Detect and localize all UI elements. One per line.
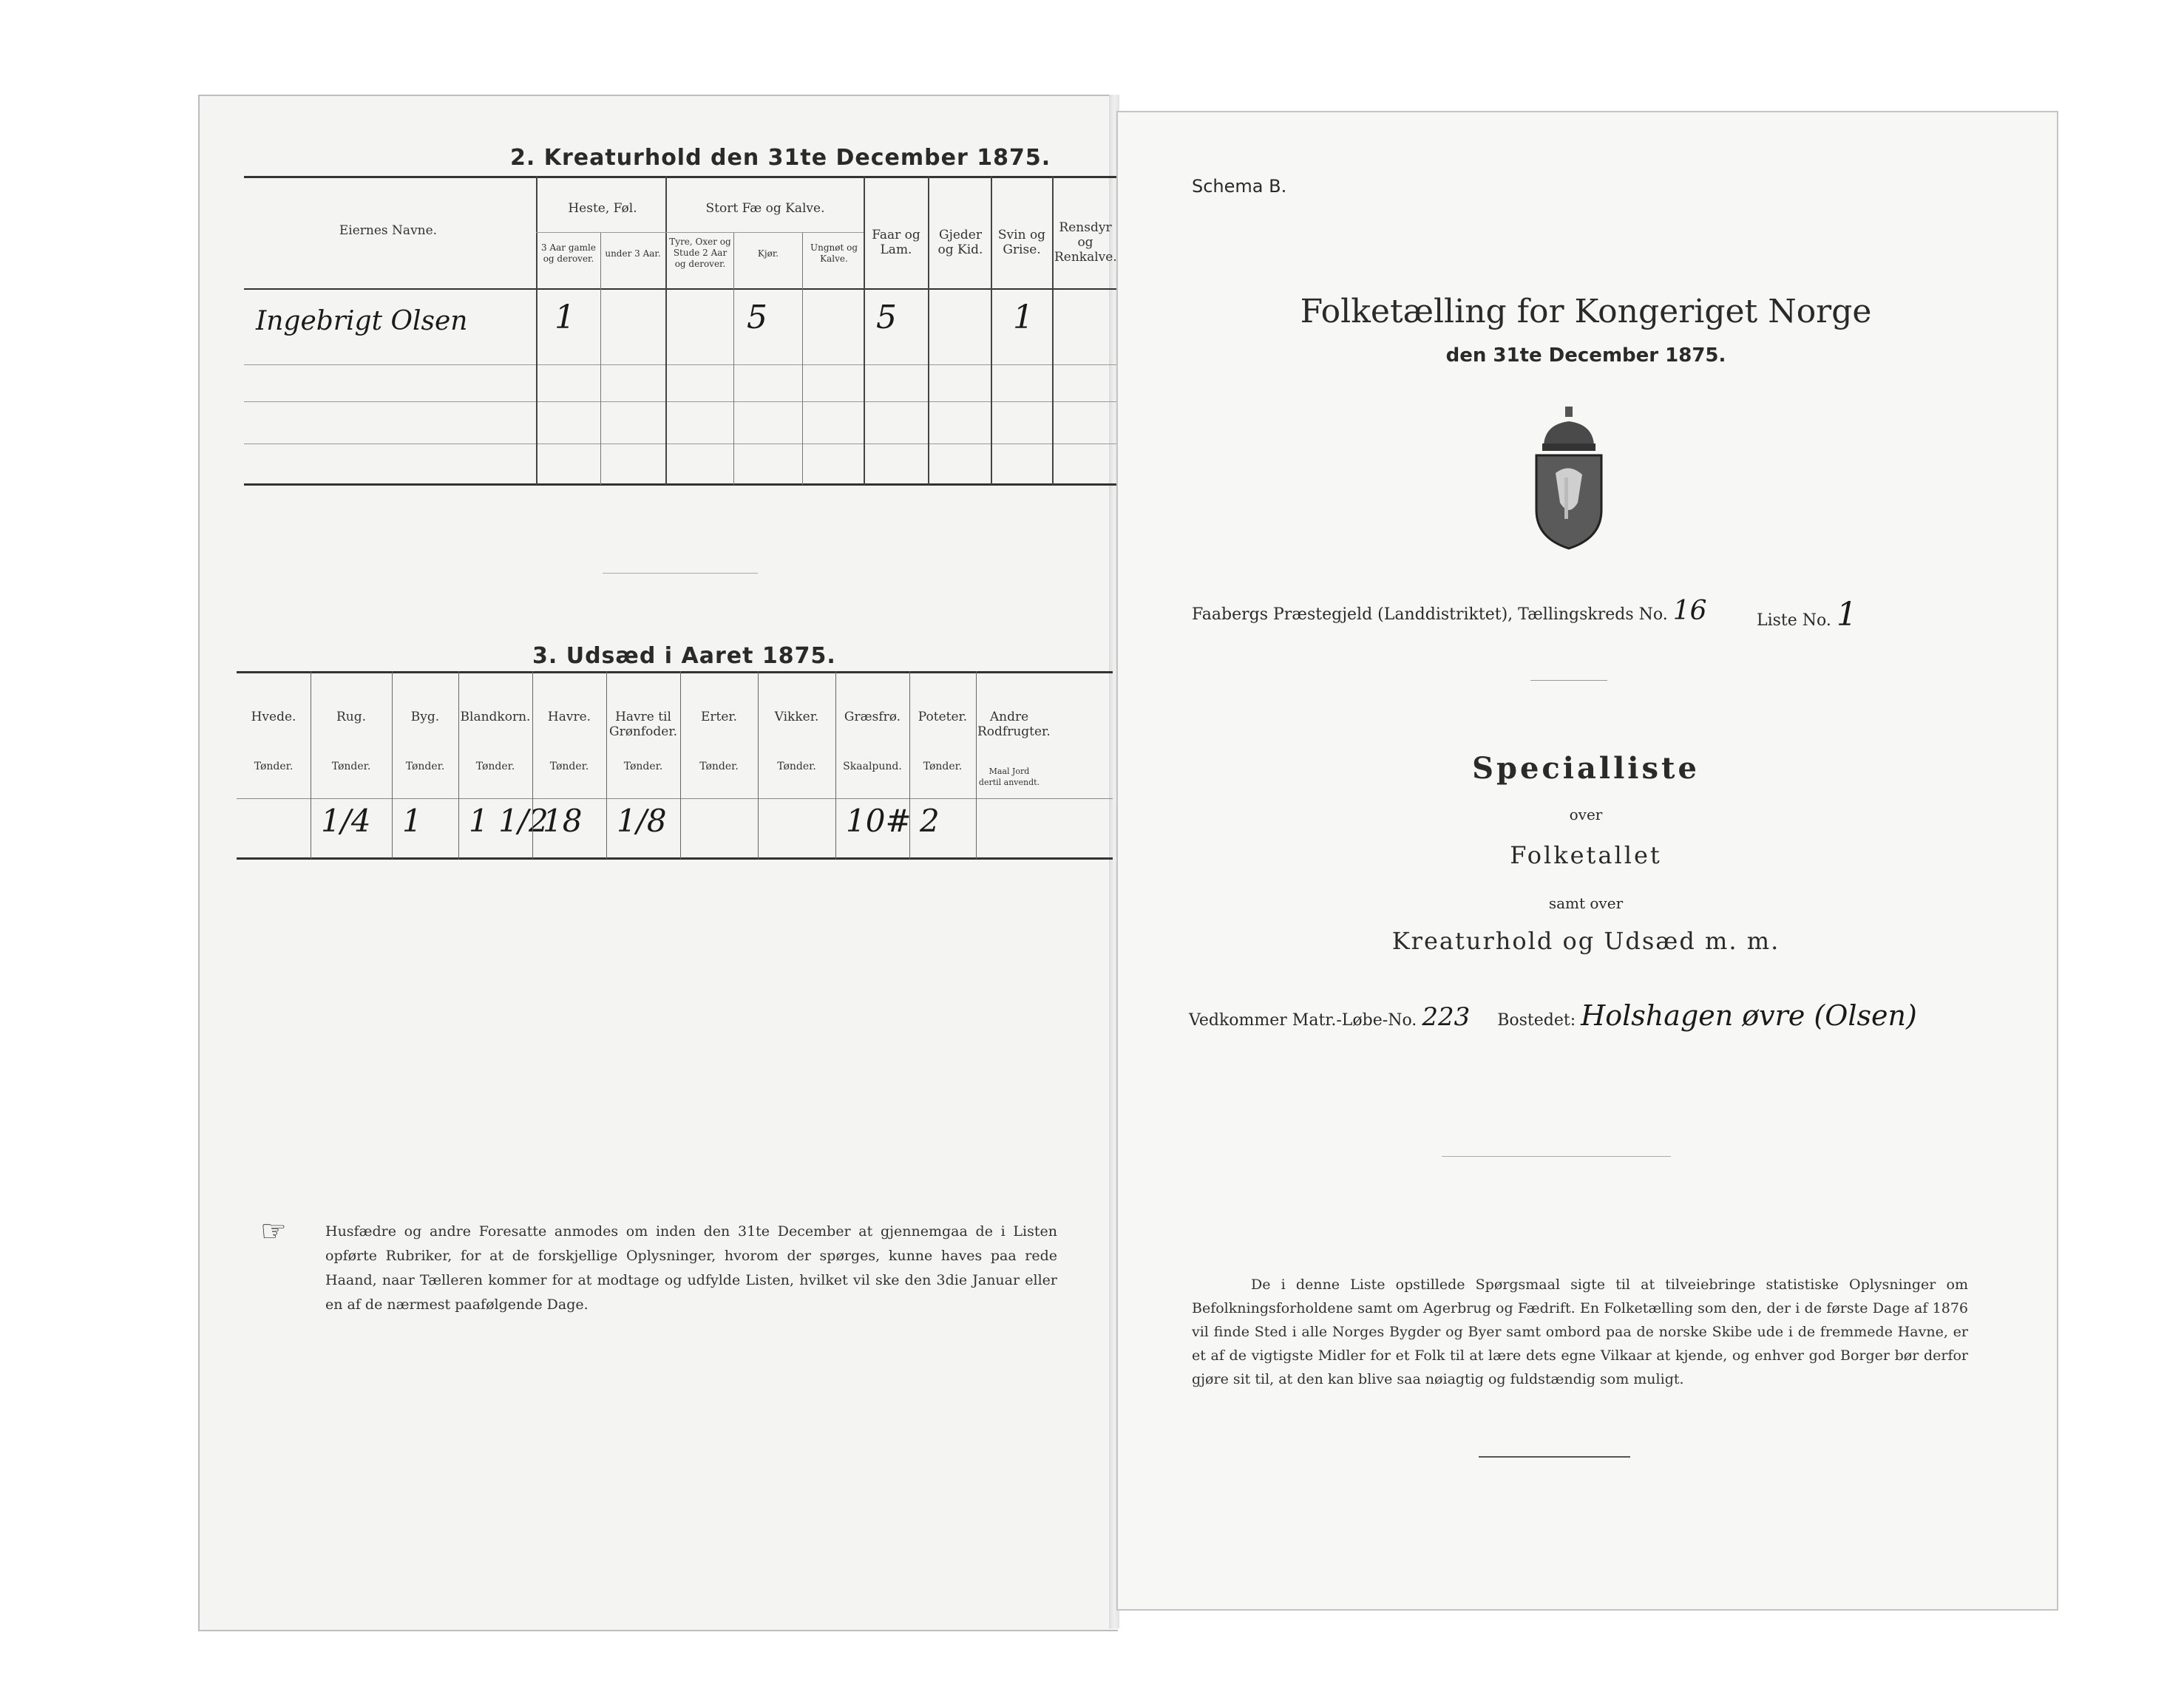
sowing-unit: Tønder. bbox=[777, 761, 816, 772]
sowing-header: Vikker. bbox=[774, 710, 819, 724]
cows-value: 5 bbox=[747, 299, 767, 336]
sowing-header: Blandkorn. bbox=[460, 710, 531, 724]
sowing-header: Hvede. bbox=[251, 710, 296, 724]
table-col-line bbox=[680, 671, 681, 859]
table-col-line bbox=[758, 671, 759, 859]
cattle-sub-header: Tyre, Oxer og Stude 2 Aar og derover. bbox=[669, 237, 731, 269]
sowing-header: Græsfrø. bbox=[844, 710, 901, 724]
sowing-unit: Tønder. bbox=[923, 761, 963, 772]
table-rule bbox=[244, 401, 1116, 402]
sowing-value: 18 bbox=[543, 803, 583, 839]
table-col-line bbox=[733, 232, 734, 485]
table-rule bbox=[237, 671, 1113, 673]
sowing-header: Havre. bbox=[547, 710, 591, 724]
sowing-header: Poteter. bbox=[918, 710, 968, 724]
sheep-value: 5 bbox=[876, 299, 897, 336]
sowing-value: 10# bbox=[846, 803, 912, 839]
sowing-value: 1/4 bbox=[321, 803, 371, 839]
sowing-unit: Tønder. bbox=[254, 761, 294, 772]
liste-label: Liste No. bbox=[1757, 611, 1831, 630]
table-rule bbox=[244, 443, 1116, 444]
table-col-line bbox=[928, 176, 929, 485]
table-col-line bbox=[802, 232, 803, 485]
sowing-unit: Skaalpund. bbox=[843, 761, 902, 772]
table-col-line bbox=[536, 176, 537, 485]
sowing-header: Byg. bbox=[410, 710, 440, 724]
cattle-sub-header: Ungnøt og Kalve. bbox=[810, 242, 858, 264]
matr-number: 223 bbox=[1422, 1002, 1471, 1032]
sowing-value: 2 bbox=[920, 803, 940, 839]
sowing-unit: Tønder. bbox=[549, 761, 589, 772]
goats-header: Gjeder og Kid. bbox=[937, 228, 983, 257]
pigs-header: Svin og Grise. bbox=[997, 228, 1046, 257]
samt-over-label: samt over bbox=[1548, 894, 1624, 912]
table-col-line bbox=[392, 671, 393, 859]
horses-value: 1 bbox=[555, 299, 575, 336]
separator-line bbox=[1442, 1156, 1671, 1157]
liste-number: 1 bbox=[1836, 596, 1857, 633]
sowing-header: Rug. bbox=[336, 710, 367, 724]
table-col-line bbox=[1052, 176, 1054, 485]
horses-sub-header: 3 Aar gamle og derover. bbox=[541, 242, 596, 264]
table1-title: 2. Kreaturhold den 31te December 1875. bbox=[510, 145, 1051, 171]
table-col-line bbox=[665, 176, 667, 485]
bosted-label: Bostedet: bbox=[1497, 1011, 1576, 1030]
table-rule bbox=[244, 364, 1116, 365]
folketallet-heading: Folketallet bbox=[1510, 841, 1662, 869]
table-col-line bbox=[835, 671, 836, 859]
district-line bbox=[1192, 596, 1707, 626]
table-rule bbox=[244, 176, 1116, 178]
matr-line bbox=[1189, 999, 1917, 1032]
table-col-line bbox=[909, 671, 910, 859]
table-col-line bbox=[991, 176, 992, 485]
sowing-header: Erter. bbox=[700, 710, 738, 724]
horses-sub-header: under 3 Aar. bbox=[605, 248, 661, 259]
separator-line bbox=[1530, 680, 1607, 681]
table-rule bbox=[237, 798, 1113, 799]
owner-header: Eiernes Navne. bbox=[339, 223, 438, 238]
sowing-table bbox=[237, 671, 1116, 863]
pigs-value: 1 bbox=[1013, 299, 1034, 336]
sowing-unit: Tønder. bbox=[699, 761, 739, 772]
table2-title: 3. Udsæd i Aaret 1875. bbox=[532, 643, 836, 669]
kreaturhold-heading: Kreaturhold og Udsæd m. m. bbox=[1391, 927, 1780, 955]
liste-line bbox=[1757, 596, 1857, 633]
cattle-sub-header: Kjør. bbox=[757, 248, 779, 259]
notes-text: De i denne Liste opstillede Spørgsmaal sigte til at tilveiebringe statistiske Oplysninger om Befolkningsforholdene samt om Agerbrug og Fædrift. En Folketælling som den, der i de første Dage af 1876 vil finde Sted i alle Norges Bygder og Byer samt ombord paa de norske Skibe ude i de fremmede Havne, er et af de vigtigste Midler for et Folk til at lære dets egne Vilkaar at kjende, og enhver god Borger bør derfor gjøre sit til, at den kan blive saa nøiagtig og fuldstændig som muligt. bbox=[1192, 1277, 1968, 1387]
separator-line bbox=[603, 573, 758, 574]
sowing-value: 1 1/2 bbox=[469, 803, 549, 839]
sowing-unit: Tønder. bbox=[331, 761, 371, 772]
table-rule bbox=[237, 857, 1113, 860]
livestock-table bbox=[244, 176, 1131, 486]
reindeer-header: Rensdyr og Renkalve. bbox=[1054, 220, 1117, 265]
table-col-line bbox=[458, 671, 459, 859]
pointing-hand-icon: ☞ bbox=[260, 1214, 287, 1248]
table-rule bbox=[244, 483, 1116, 486]
matr-label: Vedkommer Matr.-Løbe-No. bbox=[1189, 1011, 1417, 1030]
sowing-unit: Maal Jord dertil anvendt. bbox=[978, 766, 1040, 787]
sowing-header: Havre til Grønfoder. bbox=[608, 710, 678, 739]
footnote-text: Husfædre og andre Foresatte anmodes om inden den 31te December at gjennemgaa de i Listen opførte Rubriker, for at de forskjellige Oplysninger, hvorom der spørges, kunne haves paa rede Haand, naar Tælleren kommer for at modtage og udfylde Listen, hvilket vil ske den 3die Januar eller en af de nærmest paafølgende Dage. bbox=[325, 1223, 1057, 1313]
table-rule bbox=[244, 288, 1116, 290]
coat-of-arms-icon bbox=[1530, 407, 1607, 551]
document-title: Folketælling for Kongeriget Norge bbox=[1300, 293, 1872, 330]
document-date: den 31te December 1875. bbox=[1445, 344, 1726, 367]
sowing-unit: Tønder. bbox=[475, 761, 515, 772]
sheep-header: Faar og Lam. bbox=[872, 228, 920, 257]
bosted-value: Holshagen øvre (Olsen) bbox=[1581, 999, 1917, 1032]
sowing-header: Andre Rodfrugter. bbox=[977, 710, 1051, 739]
district-number: 16 bbox=[1672, 596, 1707, 626]
table-col-line bbox=[976, 671, 977, 859]
table-col-line bbox=[606, 671, 607, 859]
specialliste-heading: Specialliste bbox=[1472, 751, 1700, 786]
table-col-line bbox=[600, 232, 601, 485]
sowing-value: 1/8 bbox=[617, 803, 667, 839]
table-col-line bbox=[864, 176, 865, 485]
horses-header: Heste, Føl. bbox=[568, 201, 637, 216]
sowing-unit: Tønder. bbox=[405, 761, 445, 772]
owner-name: Ingebrigt Olsen bbox=[256, 306, 468, 336]
table-rule bbox=[536, 232, 864, 233]
table-col-line bbox=[532, 671, 533, 859]
schema-label: Schema B. bbox=[1192, 176, 1287, 197]
district-label: Faabergs Præstegjeld (Landdistriktet), Tællingskreds No. bbox=[1192, 605, 1668, 624]
cattle-header: Stort Fæ og Kalve. bbox=[705, 201, 825, 216]
sowing-value: 1 bbox=[402, 803, 422, 839]
signature-line bbox=[1479, 1456, 1630, 1458]
sowing-unit: Tønder. bbox=[623, 761, 663, 772]
over-label: over bbox=[1569, 806, 1603, 823]
